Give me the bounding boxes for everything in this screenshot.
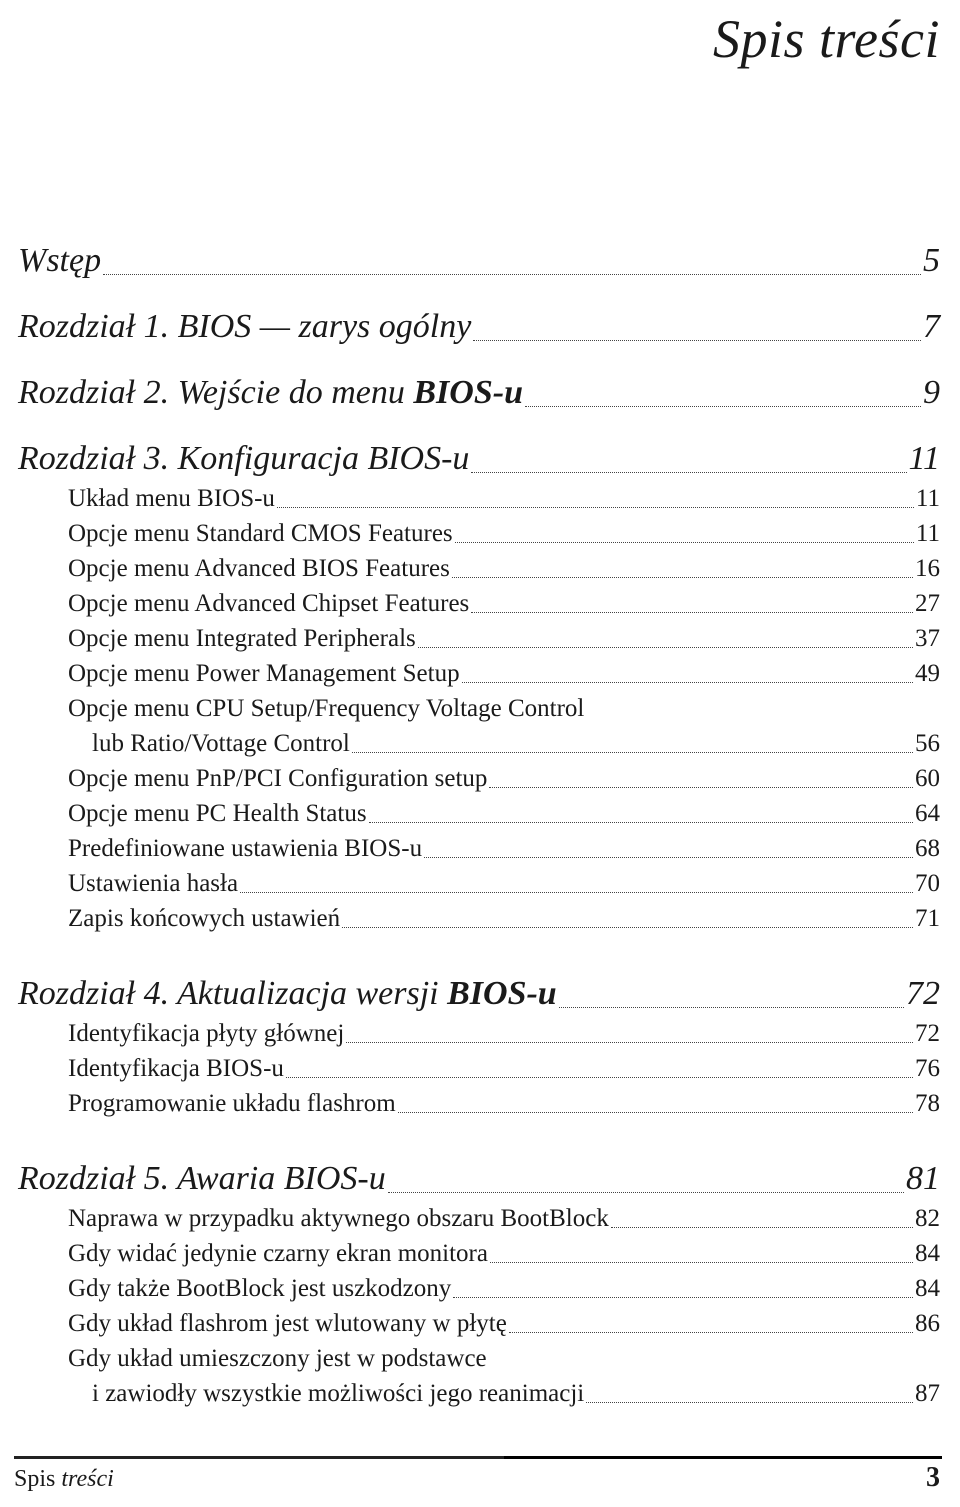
toc-entry-title — [68, 1275, 451, 1303]
dot-leader — [352, 752, 913, 753]
toc-entry-title — [68, 695, 584, 723]
toc-section-entry[interactable] — [18, 618, 940, 653]
toc-page-number: 86 — [915, 1310, 940, 1337]
dot-leader — [509, 1332, 913, 1333]
toc-page-number: 7 — [923, 308, 940, 345]
toc-section-entry[interactable] — [18, 1338, 940, 1373]
toc-page-number: 9 — [923, 374, 940, 411]
dot-leader — [525, 406, 921, 407]
toc-entry-title-text: Rozdział 2. Wejście do menu — [18, 374, 414, 411]
toc-chapter-entry[interactable] — [18, 412, 940, 478]
toc-entry-title — [68, 485, 275, 513]
toc-page-number: 72 — [915, 1020, 940, 1047]
toc-page-number: 60 — [915, 765, 940, 792]
toc-entry-title-text: Rozdział 4. Aktualizacja wersji — [18, 975, 448, 1012]
toc-entry-title-text: Opcje menu Advanced BIOS Features — [68, 555, 450, 582]
toc-entry-title-text: Gdy układ umieszczony jest w podstawce — [68, 1345, 487, 1372]
toc-entry-title — [68, 1205, 609, 1233]
toc-entry-title — [18, 975, 557, 1013]
toc-section-entry[interactable] — [18, 1198, 940, 1233]
toc-page-number: 27 — [915, 590, 940, 617]
dot-leader — [462, 682, 913, 683]
toc-entry-title-text: Programowanie układu flashrom — [68, 1090, 396, 1117]
toc-entry-title-text: Rozdział 3. Konfiguracja BIOS-u — [18, 440, 470, 477]
toc-entry-title — [18, 308, 471, 346]
dot-leader — [489, 787, 913, 788]
toc-page-number: 16 — [915, 555, 940, 582]
dot-leader — [286, 1077, 913, 1078]
toc-entry-title-text: i zawiodły wszystkie możliwości jego reanimacji — [92, 1380, 585, 1407]
toc-section-entry[interactable] — [18, 1048, 940, 1083]
page-title: Spis treści — [713, 9, 940, 69]
chapter-spacer — [18, 933, 940, 947]
toc-page-number: 49 — [915, 660, 940, 687]
toc-entry-title-text: Układ menu BIOS-u — [68, 485, 275, 512]
dot-leader — [559, 1007, 904, 1008]
toc-entry-title-text: Opcje menu PnP/PCI Configuration setup — [68, 765, 488, 792]
toc-entry-title-text: Ustawienia hasła — [68, 870, 239, 897]
toc-entry-title-text: Identyfikacja płyty głównej — [68, 1020, 345, 1047]
toc-entry-title — [68, 625, 416, 653]
toc-section-entry[interactable] — [18, 758, 940, 793]
toc-page-number: 11 — [915, 520, 940, 547]
toc-section-entry[interactable] — [18, 1083, 940, 1118]
toc-page-number: 84 — [915, 1240, 940, 1267]
toc-page-number: 81 — [906, 1160, 940, 1197]
toc-entry-title-text: Predefiniowane ustawienia BIOS-u — [68, 835, 423, 862]
toc-section-entry[interactable] — [18, 793, 940, 828]
toc-entry-title-bold: BIOS-u — [447, 975, 557, 1012]
toc-entry-title — [68, 1240, 488, 1268]
toc-section-entry[interactable] — [18, 583, 940, 618]
toc-page-number: 11 — [908, 440, 940, 477]
dot-leader — [277, 507, 914, 508]
toc-section-entry[interactable] — [18, 548, 940, 583]
toc-entry-title — [68, 870, 238, 898]
toc-section-entry[interactable] — [18, 478, 940, 513]
toc-section-entry[interactable] — [18, 898, 940, 933]
toc-section-entry[interactable] — [18, 863, 940, 898]
toc-page-number: 11 — [915, 485, 940, 512]
toc-entry-title-text: Opcje menu CPU Setup/Frequency Voltage Control — [68, 695, 585, 722]
toc-entry-title-text: Wstęp — [18, 242, 102, 279]
toc-page-number: 72 — [906, 975, 940, 1012]
table-of-contents — [18, 214, 940, 1408]
toc-page-number: 84 — [915, 1275, 940, 1302]
toc-entry-title — [68, 1055, 284, 1083]
toc-entry-title-text: Rozdział 5. Awaria BIOS-u — [18, 1160, 386, 1197]
dot-leader — [473, 340, 921, 341]
toc-entry-title-text: Opcje menu PC Health Status — [68, 800, 367, 827]
toc-entry-title-text: Zapis końcowych ustawień — [68, 905, 341, 932]
toc-chapter-entry[interactable] — [18, 947, 940, 1013]
dot-leader — [346, 1042, 913, 1043]
dot-leader — [388, 1192, 904, 1193]
toc-page-number: 5 — [923, 242, 940, 279]
toc-entry-title-text: Rozdział 1. BIOS — zarys ogólny — [18, 308, 472, 345]
toc-page-number: 64 — [915, 800, 940, 827]
toc-chapter-entry[interactable] — [18, 346, 940, 412]
footer-rule — [14, 1456, 942, 1459]
toc-entry-title — [92, 730, 350, 758]
toc-entry-title — [68, 905, 340, 933]
footer-page-number: 3 — [926, 1462, 940, 1493]
toc-page-number: 71 — [915, 905, 940, 932]
chapter-spacer — [18, 1118, 940, 1132]
toc-entry-title — [92, 1380, 584, 1408]
toc-entry-title-text: Gdy także BootBlock jest uszkodzony — [68, 1275, 452, 1302]
dot-leader — [586, 1402, 913, 1403]
toc-page-number: 70 — [915, 870, 940, 897]
toc-section-entry[interactable] — [18, 1013, 940, 1048]
toc-entry-title — [68, 765, 487, 793]
toc-entry-title — [68, 660, 460, 688]
toc-entry-title — [18, 1160, 386, 1198]
toc-section-entry[interactable] — [18, 688, 940, 723]
toc-entry-title — [68, 1345, 487, 1373]
dot-leader — [369, 822, 913, 823]
toc-entry-title-text: Opcje menu Advanced Chipset Features — [68, 590, 470, 617]
toc-chapter-entry[interactable] — [18, 280, 940, 346]
toc-entry-title-text: Opcje menu Standard CMOS Features — [68, 520, 453, 547]
toc-section-entry[interactable] — [18, 1268, 940, 1303]
toc-chapter-entry[interactable] — [18, 214, 940, 280]
toc-page-number: 68 — [915, 835, 940, 862]
toc-entry-title-text: Gdy układ flashrom jest wlutowany w płytę — [68, 1310, 507, 1337]
toc-entry-title — [18, 440, 469, 478]
toc-section-entry[interactable] — [18, 723, 940, 758]
toc-entry-title — [68, 555, 450, 583]
footer-label-plain: Spis — [14, 1466, 62, 1492]
toc-entry-title-text: Naprawa w przypadku aktywnego obszaru BootBlock — [68, 1205, 609, 1232]
dot-leader — [471, 472, 906, 473]
toc-page-number: 37 — [915, 625, 940, 652]
toc-section-entry[interactable] — [18, 1233, 940, 1268]
toc-section-entry[interactable] — [18, 1373, 940, 1408]
toc-section-entry[interactable] — [18, 1303, 940, 1338]
toc-page-number: 76 — [915, 1055, 940, 1082]
toc-entry-title — [18, 242, 101, 280]
dot-leader — [611, 1227, 913, 1228]
toc-section-entry[interactable] — [18, 653, 940, 688]
toc-entry-title — [68, 800, 367, 828]
dot-leader — [342, 927, 913, 928]
dot-leader — [453, 1297, 913, 1298]
toc-entry-title — [68, 590, 469, 618]
toc-section-entry[interactable] — [18, 828, 940, 863]
toc-entry-title-text: Opcje menu Integrated Peripherals — [68, 625, 416, 652]
dot-leader — [103, 274, 921, 275]
toc-entry-title-text: Identyfikacja BIOS-u — [68, 1055, 284, 1082]
toc-page-number: 78 — [915, 1090, 940, 1117]
footer-label — [14, 1466, 114, 1493]
toc-chapter-entry[interactable] — [18, 1132, 940, 1198]
dot-leader — [424, 857, 913, 858]
toc-entry-title — [68, 1020, 344, 1048]
toc-page-number: 82 — [915, 1205, 940, 1232]
dot-leader — [455, 542, 914, 543]
dot-leader — [398, 1112, 913, 1113]
toc-entry-title-text: Gdy widać jedynie czarny ekran monitora — [68, 1240, 488, 1267]
toc-page-number: 56 — [915, 730, 940, 757]
toc-page-number: 87 — [915, 1380, 940, 1407]
toc-section-entry[interactable] — [18, 513, 940, 548]
toc-entry-title — [18, 374, 523, 412]
dot-leader — [452, 577, 913, 578]
toc-entry-title-text: Opcje menu Power Management Setup — [68, 660, 460, 687]
toc-entry-title — [68, 1310, 507, 1338]
dot-leader — [240, 892, 913, 893]
footer-label-italic: treści — [61, 1466, 114, 1492]
toc-entry-title — [68, 835, 422, 863]
dot-leader — [471, 612, 913, 613]
toc-entry-title — [68, 1090, 396, 1118]
dot-leader — [490, 1262, 913, 1263]
dot-leader — [418, 647, 913, 648]
toc-entry-title-bold: BIOS-u — [413, 374, 523, 411]
toc-entry-title — [68, 520, 453, 548]
toc-entry-title-text: lub Ratio/Vottage Control — [92, 730, 350, 757]
